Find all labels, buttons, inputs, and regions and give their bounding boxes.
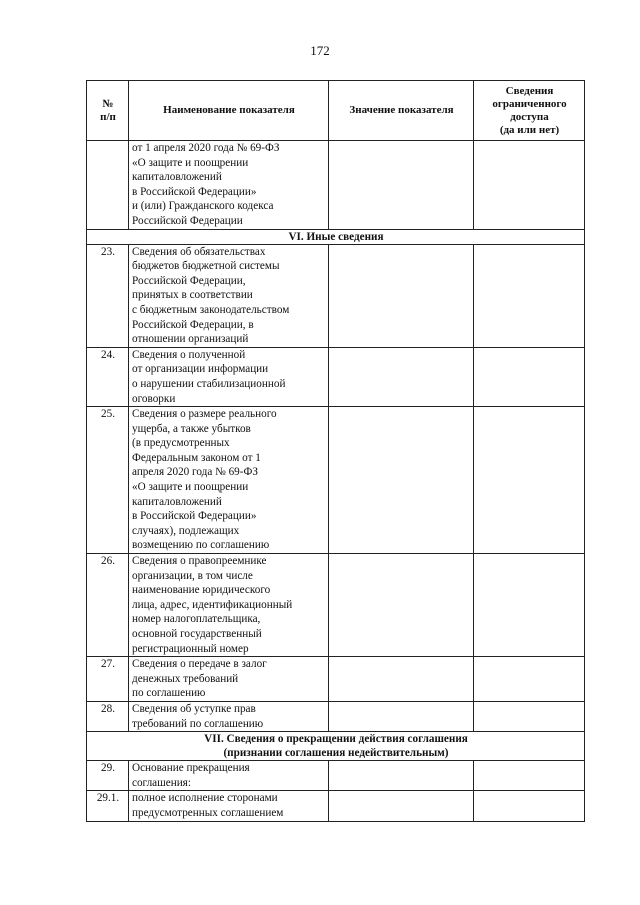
table-row bbox=[87, 554, 585, 657]
indicator-name-line: Российской Федерации, в bbox=[132, 318, 254, 331]
table-row bbox=[87, 657, 585, 702]
indicator-value-cell bbox=[329, 761, 474, 791]
indicator-value-cell bbox=[329, 347, 474, 406]
indicator-value-cell bbox=[329, 791, 474, 821]
indicator-value-cell bbox=[329, 141, 474, 230]
indicator-name-line: основной государственный bbox=[132, 628, 262, 640]
indicator-name-line: предусмотренных соглашением bbox=[132, 806, 284, 819]
table-row bbox=[87, 141, 585, 230]
indicator-name-line: лица, адрес, идентификационный bbox=[132, 598, 293, 611]
indicator-value-cell bbox=[329, 407, 474, 554]
row-number: 29.1. bbox=[87, 791, 129, 821]
indicator-name-line: возмещению по соглашению bbox=[132, 539, 270, 552]
indicator-name-line: Сведения о передаче в залог bbox=[132, 658, 267, 671]
section-title bbox=[87, 732, 585, 761]
indicator-name-line: от 1 апреля 2020 года № 69-ФЗ bbox=[132, 142, 280, 154]
section-header-row bbox=[87, 732, 585, 761]
indicator-name-line: оговорки bbox=[132, 392, 176, 405]
indicator-name-line: в Российской Федерации» bbox=[132, 185, 257, 198]
header-num-text: № п/п bbox=[100, 97, 116, 123]
indicator-name bbox=[129, 657, 329, 702]
indicator-name-line: Федеральным законом от 1 bbox=[132, 451, 261, 464]
indicator-name-line: регистрационный номер bbox=[132, 642, 249, 655]
indicator-name-line: в Российской Федерации» bbox=[132, 510, 257, 523]
header-num bbox=[87, 81, 129, 141]
section-header-row bbox=[87, 229, 585, 244]
indicator-name-line: Российской Федерации bbox=[132, 214, 243, 227]
indicator-name-line: Сведения о полученной bbox=[132, 348, 246, 361]
indicator-name-line: наименование юридического bbox=[132, 584, 271, 597]
section-title-line: (признании соглашения недействительным) bbox=[223, 747, 449, 760]
page-number: 172 bbox=[310, 43, 330, 58]
indicator-name-line: от организации информации bbox=[132, 363, 269, 376]
table-row bbox=[87, 761, 585, 791]
indicator-name-line: апреля 2020 года № 69-ФЗ bbox=[132, 466, 258, 479]
indicator-name-line: Российской Федерации, bbox=[132, 274, 246, 287]
indicator-name-line: случаях), подлежащих bbox=[132, 524, 240, 537]
section-title-line: VII. Сведения о прекращении действия соглашения bbox=[204, 733, 468, 746]
indicator-name-line: по соглашению bbox=[132, 687, 206, 700]
table-row bbox=[87, 407, 585, 554]
indicator-name bbox=[129, 407, 329, 554]
indicator-value-cell bbox=[329, 554, 474, 657]
table-row bbox=[87, 701, 585, 731]
indicator-name-line: отношении организаций bbox=[132, 333, 249, 346]
indicator-name-line: требований по соглашению bbox=[132, 717, 264, 730]
indicator-name-line: с бюджетным законодательством bbox=[132, 303, 290, 316]
indicator-name-line: Сведения об обязательствах bbox=[132, 245, 266, 258]
indicator-name-line: Сведения об уступке прав bbox=[132, 702, 256, 715]
indicator-name-line: денежных требований bbox=[132, 672, 239, 685]
indicator-value-cell bbox=[329, 657, 474, 702]
table-row bbox=[87, 791, 585, 821]
indicator-name-line: «О защите и поощрении bbox=[132, 156, 249, 169]
section-title bbox=[87, 229, 585, 244]
indicator-name-line: ущерба, а также убытков bbox=[132, 422, 251, 435]
restricted-access-cell bbox=[474, 554, 585, 657]
indicator-name bbox=[129, 554, 329, 657]
restricted-access-cell bbox=[474, 347, 585, 406]
table-body bbox=[87, 141, 585, 822]
header-name bbox=[129, 81, 329, 141]
row-number: 29. bbox=[87, 761, 129, 791]
header-value bbox=[329, 81, 474, 141]
indicator-name-line: (в предусмотренных bbox=[132, 437, 230, 450]
indicator-name bbox=[129, 761, 329, 791]
indicator-name-line: Основание прекращения bbox=[132, 762, 250, 775]
indicator-name-line: номер налогоплательщика, bbox=[132, 613, 261, 626]
header-name-text: Наименование показателя bbox=[163, 104, 295, 116]
indicator-name bbox=[129, 791, 329, 821]
row-number: 25. bbox=[87, 407, 129, 554]
row-number: 27. bbox=[87, 657, 129, 702]
indicator-value-cell bbox=[329, 244, 474, 347]
indicators-table bbox=[86, 80, 585, 822]
header-restricted-text: Сведения ограниченного доступа (да или нет) bbox=[492, 84, 567, 136]
header-restricted bbox=[474, 81, 585, 141]
restricted-access-cell bbox=[474, 407, 585, 554]
table-row bbox=[87, 347, 585, 406]
indicator-name bbox=[129, 347, 329, 406]
indicator-name-line: капиталовложений bbox=[132, 171, 222, 184]
indicator-name-line: и (или) Гражданского кодекса bbox=[132, 200, 274, 213]
restricted-access-cell bbox=[474, 701, 585, 731]
row-number bbox=[87, 141, 129, 230]
indicator-name bbox=[129, 141, 329, 230]
row-number: 28. bbox=[87, 701, 129, 731]
indicator-name-line: полное исполнение сторонами bbox=[132, 792, 278, 805]
indicator-name-line: соглашения: bbox=[132, 776, 191, 789]
indicator-name-line: о нарушении стабилизационной bbox=[132, 377, 286, 390]
indicator-value-cell bbox=[329, 701, 474, 731]
restricted-access-cell bbox=[474, 244, 585, 347]
table-header-row bbox=[87, 81, 585, 141]
indicator-name-line: Сведения о размере реального bbox=[132, 408, 277, 421]
indicator-name-line: принятых в соответствии bbox=[132, 289, 253, 302]
indicator-name bbox=[129, 701, 329, 731]
row-number: 24. bbox=[87, 347, 129, 406]
header-value-text: Значение показателя bbox=[349, 104, 454, 116]
section-title-line: VI. Иные сведения bbox=[288, 230, 384, 243]
indicator-name-line: «О защите и поощрении bbox=[132, 481, 249, 494]
row-number: 23. bbox=[87, 244, 129, 347]
restricted-access-cell bbox=[474, 141, 585, 230]
restricted-access-cell bbox=[474, 761, 585, 791]
table-row bbox=[87, 244, 585, 347]
row-number: 26. bbox=[87, 554, 129, 657]
indicator-name bbox=[129, 244, 329, 347]
restricted-access-cell bbox=[474, 657, 585, 702]
indicator-name-line: организации, в том числе bbox=[132, 569, 253, 582]
restricted-access-cell bbox=[474, 791, 585, 821]
indicator-name-line: капиталовложений bbox=[132, 495, 222, 508]
indicator-name-line: бюджетов бюджетной системы bbox=[132, 260, 280, 273]
indicator-name-line: Сведения о правопреемнике bbox=[132, 555, 267, 568]
